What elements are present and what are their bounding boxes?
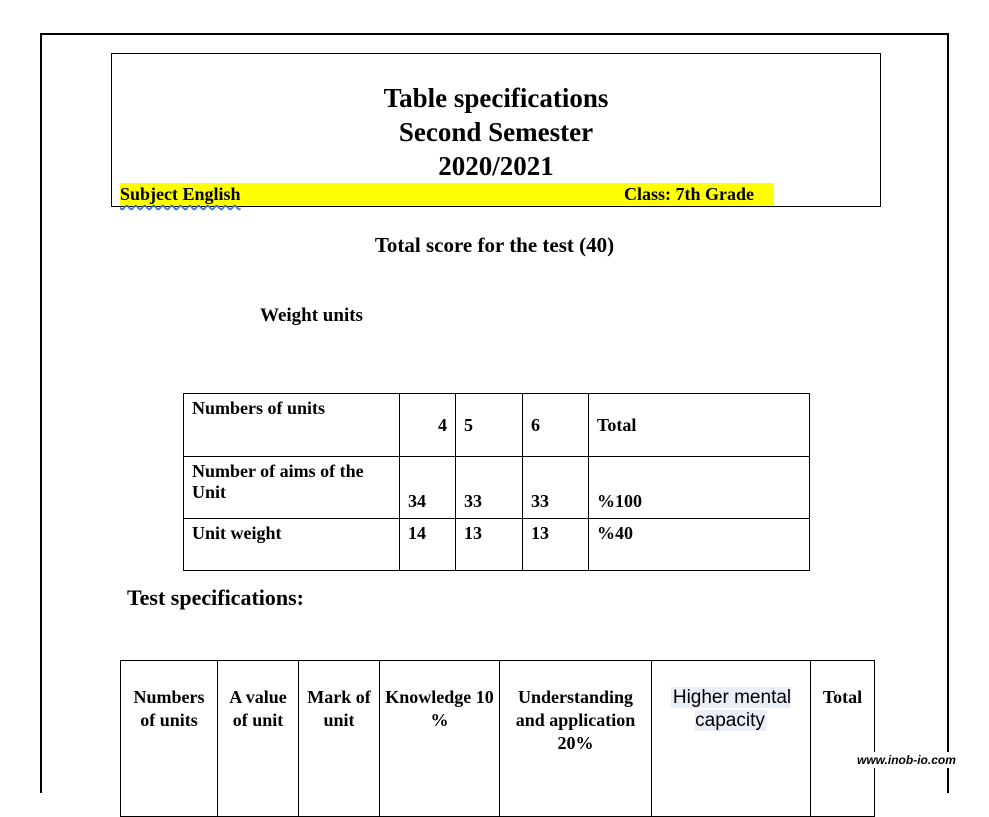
column-header: A value of unit [218,661,299,817]
header-box [111,53,881,207]
column-header [652,661,811,817]
class-label: Class: 7th Grade [624,184,754,204]
semester-label: Second Semester [398,117,594,147]
table-cell: Numbers of units [184,394,400,457]
column-header: Understanding and application 20% [500,661,652,817]
table-cell: 13 [523,519,589,571]
table-cell: 5 [456,394,523,457]
total-score-heading: Total score for the test (40) [374,233,615,257]
table-row [184,394,810,457]
column-header: Numbers of units [121,661,218,817]
subject-label: Subject English [120,184,241,204]
academic-year: 2020/2021 [438,151,554,181]
document-title: Table specifications [383,83,609,113]
table-row [184,457,810,519]
column-header: Total [811,661,875,817]
table-cell: %40 [589,519,810,571]
table-cell: Total [589,394,810,457]
column-header-label: Higher mental capacity [672,687,792,731]
column-header: Mark of unit [299,661,380,817]
table-cell: 4 [400,394,456,457]
table-cell: 6 [523,394,589,457]
column-header: Knowledge 10 % [380,661,500,817]
units-weight-table [183,393,810,571]
test-specifications-table [120,660,875,817]
table-cell: Unit weight [184,519,400,571]
site-watermark: www.inob-io.com [853,752,960,768]
table-cell: 13 [456,519,523,571]
table-cell: %100 [589,457,810,519]
weight-units-heading: Weight units [260,305,363,326]
table-cell: Number of aims of the Unit [184,457,400,519]
table-cell: 14 [400,519,456,571]
table-row [184,519,810,571]
table-cell: 33 [456,457,523,519]
table-cell: 34 [400,457,456,519]
table-header-row [121,661,875,817]
table-cell: 33 [523,457,589,519]
test-specifications-heading: Test specifications: [127,585,305,610]
